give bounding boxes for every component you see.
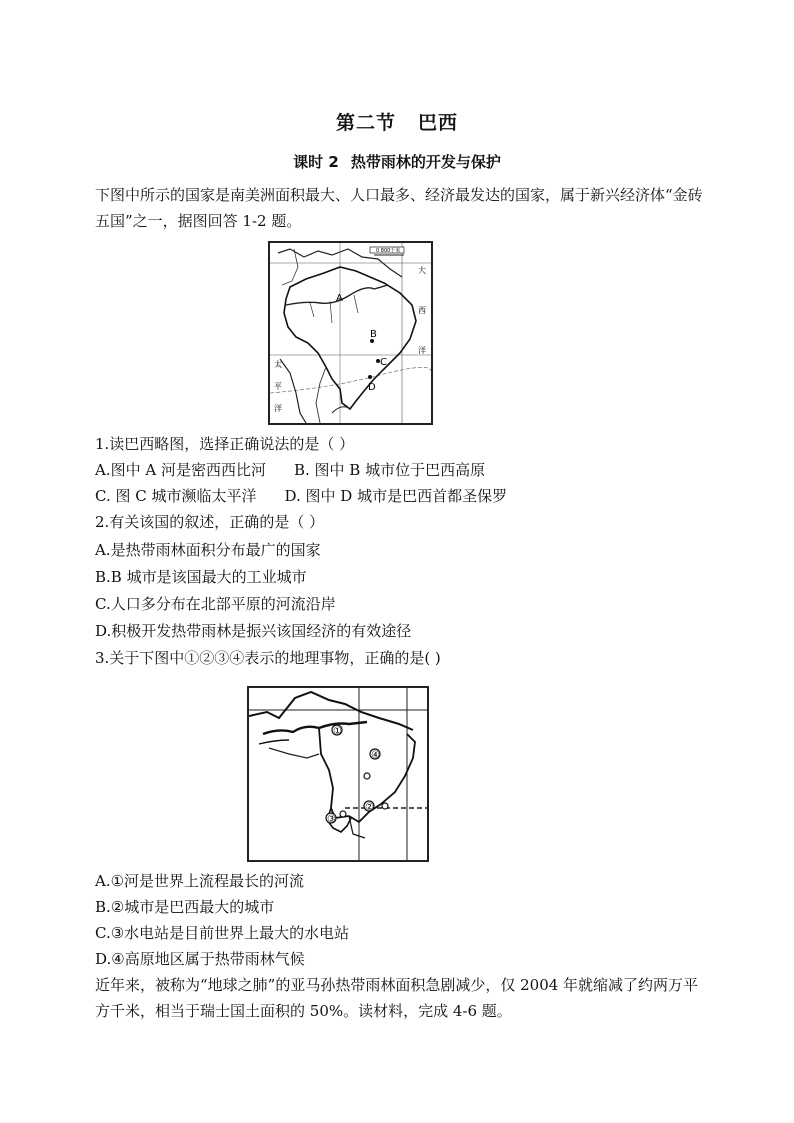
brazil-numbered-map [247,686,429,862]
q1-option-a: A.图中 A 河是密西西比河 [95,461,266,479]
map1-ocean-right-3: 洋 [418,346,426,355]
section-title [0,108,794,135]
map1-ocean-left-3: 洋 [274,404,282,413]
q2-stem: 2.有关该国的叙述，正确的是（ ） [95,513,325,531]
brazil-sketch-map [268,241,433,425]
q1-option-b: B. 图中 B 城市位于巴西高原 [293,461,486,479]
q1-options-row-2 [95,483,507,509]
q2-option-a: A.是热带雨林面积分布最广的国家 [95,541,321,559]
brazil-numbered-map-drawing [249,688,427,860]
section-title-number: 第二节 [335,112,396,134]
brazil-sketch-map-drawing [270,243,431,423]
map1-label-b: B [370,329,377,340]
q3-option-a: A.①河是世界上流程最长的河流 [95,872,305,890]
q1-option-d: D. 图中 D 城市是巴西首都圣保罗 [284,487,508,505]
lesson-subtitle [0,151,794,172]
q3-option-c: C.③水电站是目前世界上最大的水电站 [95,924,350,942]
map1-label-a: A [336,293,343,304]
lesson-number: 课时 2 [293,153,339,171]
q2-option-c: C.人口多分布在北部平原的河流沿岸 [95,595,336,613]
map1-ocean-right-2: 西 [418,306,426,315]
map1-ocean-left-1: 太 [274,360,282,369]
q3-marker-4: ④ [371,750,380,761]
section-title-name: 巴西 [418,112,459,134]
map1-ocean-right-1: 大 [418,266,426,275]
q3-marker-3: ③ [327,814,336,825]
q3-option-b: B.②城市是巴西最大的城市 [95,898,275,916]
lesson-name: 热带雨林的开发与保护 [350,153,501,171]
map1-ocean-left-2: 平 [274,382,282,391]
map1-label-c: C [380,357,387,368]
q3-stem: 3.关于下图中①②③④表示的地理事物，正确的是( ) [95,649,441,667]
q3-option-d: D.④高原地区属于热带雨林气候 [95,950,305,968]
intro-paragraph: 下图中所示的国家是南美洲面积最大、人口最多、经济最发达的国家，属于新兴经济体“金砖五国”之一，据图回答 1-2 题。 [95,186,703,230]
q3-marker-2: ② [365,802,374,813]
q1-stem: 1.读巴西略图，选择正确说法的是（ ） [95,435,355,453]
material-paragraph: 近年来，被称为“地球之肺”的亚马孙热带雨林面积急剧减少，仅 2004 年就缩减了约两万平方千米，相当于瑞士国土面积的 50%。读材料，完成 4-6 题。 [95,976,699,1020]
q1-option-c: C. 图 C 城市濒临太平洋 [95,487,257,505]
map1-scale-label: 0 800千米 [376,248,401,254]
q3-marker-1: ① [333,726,342,737]
q2-option-d: D.积极开发热带雨林是振兴该国经济的有效途径 [95,622,412,640]
q2-option-b: B.B 城市是该国最大的工业城市 [95,568,307,586]
map1-label-d: D [368,382,376,393]
q1-options-row-1 [95,457,485,483]
